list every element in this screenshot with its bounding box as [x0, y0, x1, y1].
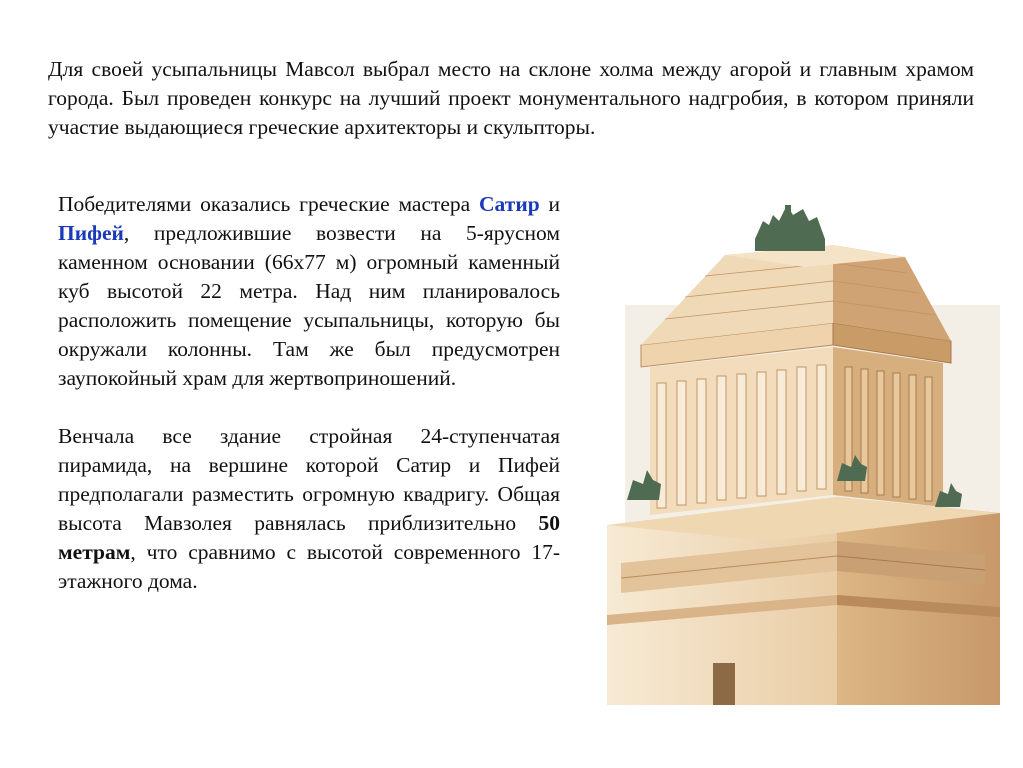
quadriga-sculpture	[755, 205, 825, 251]
winners-conjunction: и	[539, 192, 560, 216]
mausoleum-illustration	[605, 195, 1005, 705]
winners-text-start: Победителями оказались греческие мастера	[58, 192, 480, 216]
colonnade	[641, 323, 951, 515]
height-value: 50 метрам	[58, 511, 560, 564]
podium	[607, 497, 1000, 705]
name-satyr: Сатир	[479, 192, 540, 216]
pyramid-text-start: Венчала все здание стройная 24-ступенчатая пирамида, на вершине которой Сатир и Пифей предполагали разместить огромную квадригу. Общая высота Мавзолея равнялась приблизительно	[58, 424, 560, 535]
pyramid-text-end: , что сравнимо с высотой современного 17-этажного дома.	[58, 540, 560, 593]
name-pytheos: Пифей	[58, 221, 124, 245]
text-column	[58, 190, 560, 596]
pyramid-paragraph	[58, 422, 560, 596]
winners-paragraph	[58, 190, 560, 393]
door	[713, 663, 735, 705]
intro-paragraph: Для своей усыпальницы Мавсол выбрал место на склоне холма между агорой и главным храмом города. Был проведен конкурс на лучший проект монументального надгробия, в котором приняли участие выдающиеся греческие архитекторы и скульпторы.	[48, 57, 974, 139]
winners-text-rest: , предложившие возвести на 5-ярусном каменном основании (66х77 м) огромный каменный куб высотой 22 метра. Над ним планировалось расположить помещение усыпальницы, которую бы окружали колонны. Там же был предусмотрен заупокойный храм для жертвоприношений.	[58, 221, 560, 390]
